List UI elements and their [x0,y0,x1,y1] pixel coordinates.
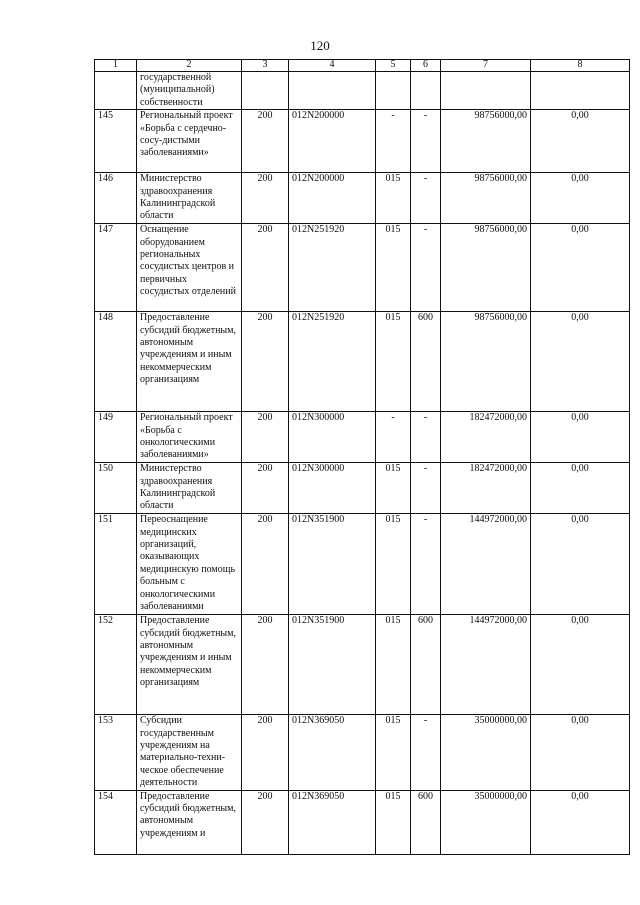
cell-c8: 0,00 [531,715,630,790]
cell-c4: 012N300000 [289,412,376,463]
cell-c7: 98756000,00 [441,173,531,224]
cell-c8: 0,00 [531,312,630,412]
cell-c4: 012N351900 [289,615,376,715]
cell-c5: 015 [376,173,411,224]
cell-c4: 012N251920 [289,312,376,412]
cell-num: 145 [95,110,137,173]
cell-c5: 015 [376,312,411,412]
cell-empty [376,72,411,110]
cell-c7: 98756000,00 [441,110,531,173]
cell-c3: 200 [242,715,289,790]
cell-c3: 200 [242,312,289,412]
table-row [95,412,630,463]
column-header: 2 [137,60,242,72]
table-body [95,72,630,855]
cell-c3: 200 [242,224,289,312]
cell-c7: 144972000,00 [441,514,531,615]
table-row [95,514,630,615]
cell-c6: - [411,715,441,790]
cell-c6: - [411,412,441,463]
cell-num [95,72,137,110]
cell-c5: 015 [376,615,411,715]
cell-c5: - [376,110,411,173]
column-header: 5 [376,60,411,72]
budget-table [94,59,630,855]
cell-name: Переоснащение медицинских организаций, оказывающих медицинскую помощь больным с онкологическими заболеваниями [137,514,242,615]
cell-num: 151 [95,514,137,615]
cell-c5: 015 [376,514,411,615]
cell-c5: 015 [376,790,411,854]
cell-c8: 0,00 [531,615,630,715]
table-row [95,463,630,514]
cell-c8: 0,00 [531,173,630,224]
cell-name: Министерство здравоохранения Калининградской области [137,463,242,514]
cell-num: 148 [95,312,137,412]
cell-c6: - [411,463,441,514]
cell-num: 152 [95,615,137,715]
cell-c6: 600 [411,790,441,854]
table-row [95,173,630,224]
table-row [95,224,630,312]
cell-c7: 182472000,00 [441,412,531,463]
cell-name: государственной (муниципальной) собственности [137,72,242,110]
cell-c8: 0,00 [531,463,630,514]
cell-name: Предоставление субсидий бюджетным, автономным учреждениям и иным некоммерческим организациям [137,312,242,412]
cell-num: 150 [95,463,137,514]
cell-name: Региональный проект «Борьба с сердечно-сосу-дистыми заболеваниями» [137,110,242,173]
table-header [95,60,630,72]
cell-empty [411,72,441,110]
cell-name: Министерство здравоохранения Калининградской области [137,173,242,224]
cell-c3: 200 [242,110,289,173]
cell-c7: 98756000,00 [441,312,531,412]
cell-c3: 200 [242,615,289,715]
cell-c4: 012N251920 [289,224,376,312]
cell-num: 146 [95,173,137,224]
cell-c4: 012N369050 [289,790,376,854]
column-header: 7 [441,60,531,72]
cell-c5: - [376,412,411,463]
cell-empty [242,72,289,110]
cell-empty [289,72,376,110]
cell-c6: 600 [411,615,441,715]
cell-num: 149 [95,412,137,463]
cell-c7: 182472000,00 [441,463,531,514]
cell-empty [441,72,531,110]
cell-c6: - [411,110,441,173]
cell-c4: 012N369050 [289,715,376,790]
cell-c8: 0,00 [531,514,630,615]
cell-c6: 600 [411,312,441,412]
cell-c7: 35000000,00 [441,715,531,790]
cell-c7: 35000000,00 [441,790,531,854]
cell-c8: 0,00 [531,224,630,312]
table-row [95,312,630,412]
cell-c6: - [411,224,441,312]
cell-name: Предоставление субсидий бюджетным, автономным учреждениям и иным некоммерческим организациям [137,615,242,715]
cell-name: Предоставление субсидий бюджетным, автономным учреждениям и [137,790,242,854]
cell-c3: 200 [242,173,289,224]
cell-c5: 015 [376,224,411,312]
cell-c4: 012N351900 [289,514,376,615]
cell-c6: - [411,173,441,224]
cell-c4: 012N200000 [289,110,376,173]
cell-c3: 200 [242,514,289,615]
cell-c5: 015 [376,463,411,514]
cell-c3: 200 [242,790,289,854]
cell-name: Субсидии государственным учреждениям на материально-техни-ческое обеспечение деятельности [137,715,242,790]
cell-c4: 012N300000 [289,463,376,514]
column-header: 4 [289,60,376,72]
cell-c7: 98756000,00 [441,224,531,312]
table-row [95,110,630,173]
cell-c8: 0,00 [531,110,630,173]
cell-empty [531,72,630,110]
column-header: 8 [531,60,630,72]
cell-num: 154 [95,790,137,854]
cell-c5: 015 [376,715,411,790]
table-row-carry-over [95,72,630,110]
cell-num: 147 [95,224,137,312]
table-row [95,790,630,854]
column-header: 1 [95,60,137,72]
table-row [95,715,630,790]
page-number: 120 [310,38,330,53]
cell-c3: 200 [242,463,289,514]
cell-c6: - [411,514,441,615]
column-header: 3 [242,60,289,72]
table-row [95,615,630,715]
column-header: 6 [411,60,441,72]
cell-c8: 0,00 [531,412,630,463]
cell-c8: 0,00 [531,790,630,854]
cell-c3: 200 [242,412,289,463]
cell-name: Оснащение оборудованием региональных сосудистых центров и первичных сосудистых отделений [137,224,242,312]
cell-name: Региональный проект «Борьба с онкологическими заболеваниями» [137,412,242,463]
cell-c4: 012N200000 [289,173,376,224]
cell-c7: 144972000,00 [441,615,531,715]
cell-num: 153 [95,715,137,790]
